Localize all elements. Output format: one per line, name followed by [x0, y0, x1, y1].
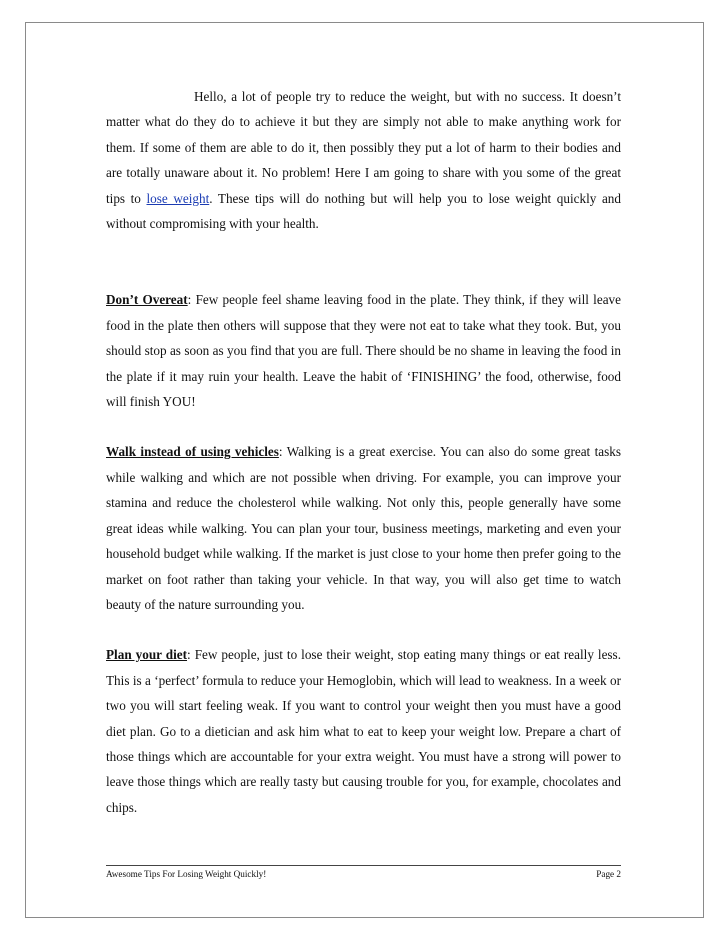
- section-walk: [106, 439, 621, 617]
- section-body-plan-diet: : Few people, just to lose their weight, stop eating many things or eat really less. This is a ‘perfect’ formula to reduce your Hemoglobin, which will lead to weakness. In a week or two you will start feeling weak. If you want to control your weight then you must have a good diet plan. Go to a dietician and ask him what to eat to keep your weight low. Prepare a chart of those things which are accountable for your extra weight. You must have a strong will power to leave those things which are really tasty but causing trouble for you, for example, chocolates and chips.: [106, 647, 621, 815]
- section-body-walk: : Walking is a great exercise. You can also do some great tasks while walking and which are not possible when driving. For example, you can improve your stamina and reduce the cholesterol while walking. Not only this, people generally have some great ideas while walking. You can plan your tour, business meetings, marketing and even your household budget while walking. If the market is just close to your home then prefer going to the market on foot rather than taking your vehicle. In that way, you will also get time to watch beauty of the nature surrounding you.: [106, 444, 621, 612]
- section-heading-walk: Walk instead of using vehicles: [106, 444, 279, 460]
- document-body: [106, 84, 621, 820]
- spacer: [106, 236, 621, 287]
- lose-weight-link[interactable]: lose weight: [146, 190, 210, 206]
- intro-text-after-link: . These tips will do nothing but will help you to lose weight quickly and without compromising with your health.: [106, 190, 621, 232]
- intro-paragraph: [106, 84, 621, 236]
- section-heading-dont-overeat: Don’t Overeat: [106, 292, 188, 308]
- spacer: [106, 617, 621, 642]
- page-footer: [106, 865, 621, 880]
- intro-text-before-link: Hello, a lot of people try to reduce the weight, but with no success. It doesn’t matter what do they do to achieve it but they are simply not able to make anything work for them. If some of them are able to do it, then possibly they put a lot of harm to their bodies and are totally unaware about it. No problem! Here I am going to share with you some of the great tips to: [106, 89, 621, 206]
- footer-title: Awesome Tips For Losing Weight Quickly!: [106, 869, 267, 879]
- section-heading-plan-diet: Plan your diet: [106, 647, 188, 663]
- spacer: [106, 414, 621, 439]
- section-dont-overeat: [106, 287, 621, 414]
- footer-page-number: Page 2: [596, 869, 621, 879]
- section-plan-diet: [106, 642, 621, 820]
- section-body-dont-overeat: : Few people feel shame leaving food in the plate. They think, if they will leave food in the plate then others will suppose that they were not eat to take what they took. But, you should stop as soon as you find that you are full. There should be no shame in leaving the food in the plate if it may ruin your health. Leave the habit of ‘FINISHING’ the food, otherwise, food will finish YOU!: [106, 292, 621, 410]
